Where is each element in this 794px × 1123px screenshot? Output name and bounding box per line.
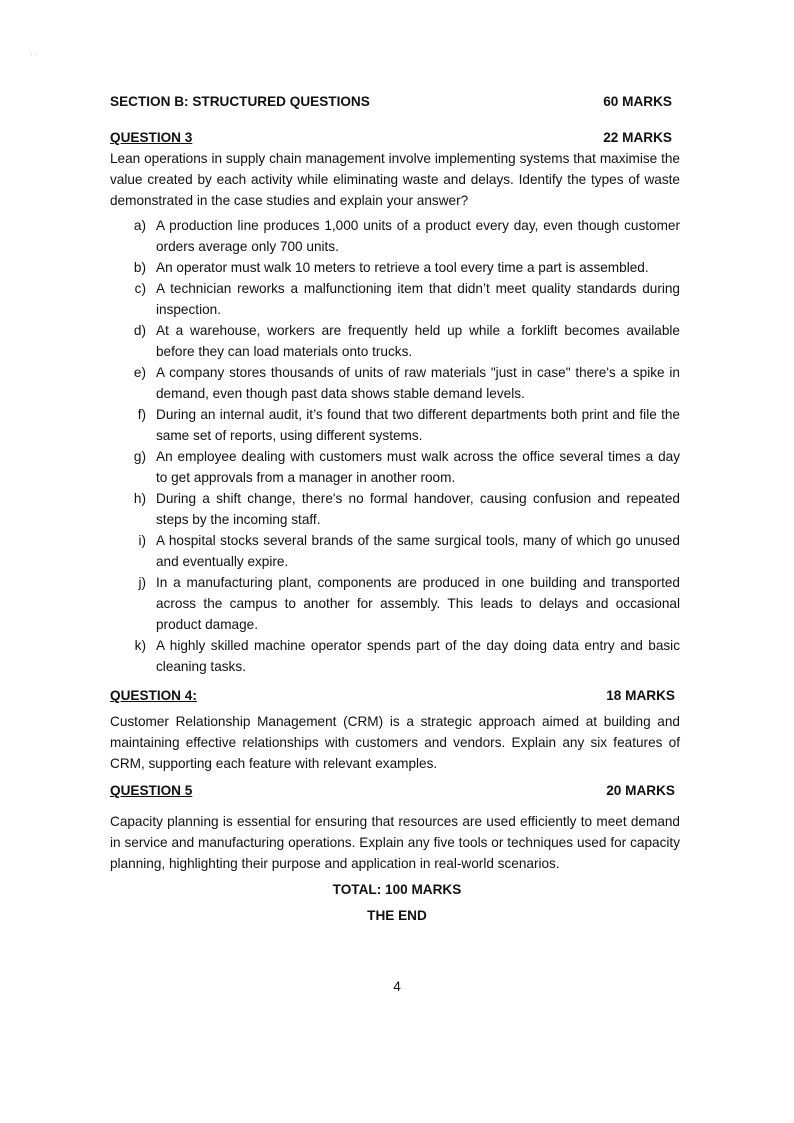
list-item: d) At a warehouse, workers are frequently held up while a forklift becomes available before they can load materials onto trucks. — [133, 323, 680, 359]
list-item: i) A hospital stocks several brands of the same surgical tools, many of which go unused and eventually expire. — [138, 533, 680, 569]
question-5-text: Capacity planning is essential for ensuring that resources are used efficiently to meet demand in service and manufacturing operations. Explain any five tools or techniques used for capacity planning, highlighting their purpose and application in real-world scenarios. — [110, 814, 680, 871]
page-number: 4 — [393, 979, 401, 994]
scan-specks: · · — [30, 50, 38, 59]
question-3-marks: 22 MARKS — [603, 130, 672, 145]
question-4-marks: 18 MARKS — [606, 688, 675, 703]
section-title: SECTION B: STRUCTURED QUESTIONS — [110, 94, 370, 109]
question-3-heading: QUESTION 3 — [110, 130, 193, 145]
list-item: f) During an internal audit, it’s found that two different departments both print and file the same set of reports, using different systems. — [137, 407, 680, 443]
section-header — [110, 94, 672, 109]
question-4-text: Customer Relationship Management (CRM) is a strategic approach aimed at building and maintaining effective relationships with customers and vendors. Explain any six features of CRM, supporting each feature with relevant examples. — [110, 714, 680, 771]
list-item: j) In a manufacturing plant, components are produced in one building and transported across the campus to another for assembly. This leads to delays and occasional product damage. — [138, 575, 680, 632]
list-item: k) A highly skilled machine operator spends part of the day doing data entry and basic cleaning tasks. — [134, 638, 680, 674]
list-item: c) A technician reworks a malfunctioning item that didn’t meet quality standards during inspection. — [134, 281, 680, 317]
list-item: b) An operator must walk 10 meters to retrieve a tool every time a part is assembled. — [133, 260, 649, 275]
question-5-marks: 20 MARKS — [606, 783, 675, 798]
list-item: h) During a shift change, there's no formal handover, causing confusion and repeated steps by the incoming staff. — [133, 491, 680, 527]
question-4-heading: QUESTION 4: — [110, 688, 197, 703]
list-item: e) A company stores thousands of units of raw materials "just in case" there's a spike in demand, even though past data shows stable demand levels. — [133, 365, 680, 401]
total-marks: TOTAL: 100 MARKS — [332, 882, 462, 897]
question-3-list — [110, 215, 680, 677]
question-5-header — [110, 783, 675, 798]
the-end: THE END — [367, 908, 427, 923]
question-5-heading: QUESTION 5 — [110, 783, 193, 798]
question-4-header — [110, 688, 675, 703]
list-item: a) A production line produces 1,000 units of a product every day, even though customer orders average only 700 units. — [133, 218, 680, 254]
question-3-header — [110, 130, 672, 145]
list-item: g) An employee dealing with customers must walk across the office several times a day to get approvals from a manager in another room. — [133, 449, 680, 485]
section-marks: 60 MARKS — [603, 94, 672, 109]
question-3-intro: Lean operations in supply chain management involve implementing systems that maximise the value created by each activity while eliminating waste and delays. Identify the types of waste demonstrated in the case studies and explain your answer? — [110, 151, 680, 208]
